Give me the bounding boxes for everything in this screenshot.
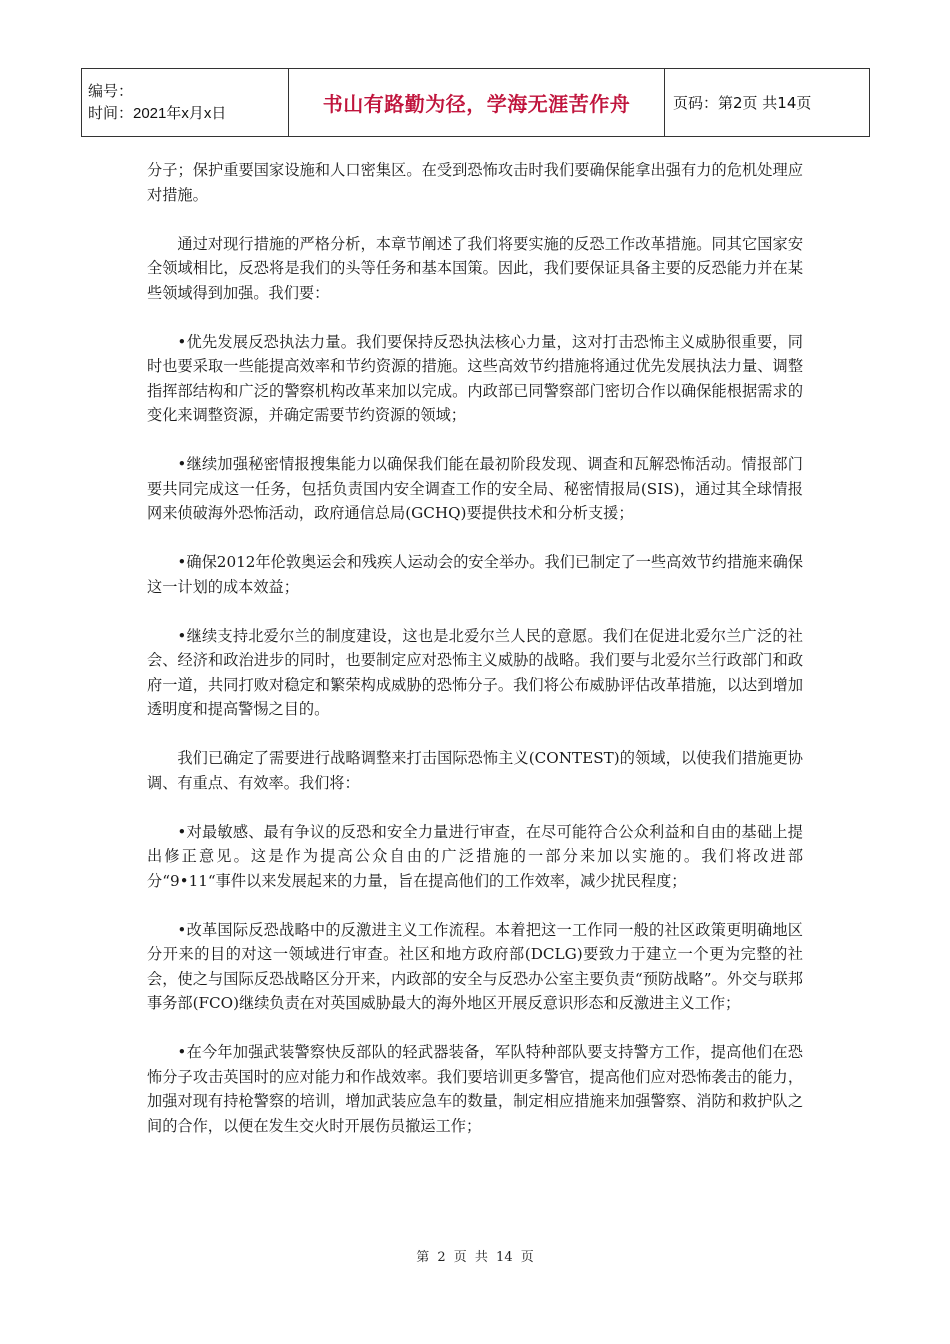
header-meta xyxy=(82,69,289,137)
header-motto: 书山有路勤为径，学海无涯苦作舟 xyxy=(289,69,665,137)
bullet-paragraph: •优先发展反恐执法力量。我们要保持反恐执法核心力量，这对打击恐怖主义威胁很重要，同时也要采取一些能提高效率和节约资源的措施。这些高效节约措施将通过优先发展执法力量、调整指挥部结构和广泛的警察机构改革来加以完成。内政部已同警察部门密切合作以确保能根据需求的变化来调整资源，并确定需要节约资源的领域； xyxy=(147,332,803,424)
document-body xyxy=(147,158,803,1163)
bullet-paragraph: •继续加强秘密情报搜集能力以确保我们能在最初阶段发现、调查和瓦解恐怖活动。情报部门要共同完成这一任务，包括负责国内安全调查工作的安全局、秘密情报局(SIS)，通过其全球情报网来侦破海外恐怖活动，政府通信总局(GCHQ)要提供技术和分析支援； xyxy=(147,455,803,522)
bullet-paragraph: •继续支持北爱尔兰的制度建设，这也是北爱尔兰人民的意愿。我们在促进北爱尔兰广泛的社会、经济和政治进步的同时，也要制定应对恐怖主义威胁的战略。我们要与北爱尔兰行政部门和政府一道，共同打败对稳定和繁荣构成威胁的恐怖分子。我们将公布威胁评估改革措施，以达到增加透明度和提高警惕之目的。 xyxy=(147,626,803,718)
bullet-paragraph: •确保2012年伦敦奥运会和残疾人运动会的安全举办。我们已制定了一些高效节约措施来确保这一计划的成本效益； xyxy=(147,553,803,596)
bullet-paragraph: •改革国际反恐战略中的反激进主义工作流程。本着把这一工作同一般的社区政策更明确地区分开来的目的对这一领域进行审查。社区和地方政府部(DCLG)要致力于建立一个更为完整的社会，使之与国际反恐战略区分开来，内政部的安全与反恐办公室主要负责“预防战略”。外交与联邦事务部(FCO)继续负责在对英国威胁最大的海外地区开展反意识形态和反激进主义工作； xyxy=(147,920,803,1012)
body-paragraph: 分子；保护重要国家设施和人口密集区。在受到恐怖攻击时我们要确保能拿出强有力的危机处理应对措施。 xyxy=(147,161,803,204)
body-paragraph: 我们已确定了需要进行战略调整来打击国际恐怖主义(CONTEST)的领域，以使我们措施更协调、有重点、有效率。我们将： xyxy=(147,749,803,792)
page-footer: 第 2 页 共 14 页 xyxy=(416,1250,534,1265)
document-date: 时间：2021年x月x日 xyxy=(88,104,227,122)
body-paragraph: 通过对现行措施的严格分析，本章节阐述了我们将要实施的反恐工作改革措施。同其它国家安全领域相比，反恐将是我们的头等任务和基本国策。因此，我们要保证具备主要的反恐能力并在某些领域得到加强。我们要： xyxy=(147,234,803,302)
document-number-label: 编号： xyxy=(88,82,134,100)
bullet-paragraph: •在今年加强武装警察快反部队的轻武器装备，军队特种部队要支持警方工作，提高他们在恐怖分子攻击英国时的应对能力和作战效率。我们要培训更多警官，提高他们应对恐怖袭击的能力，加强对现有持枪警察的培训，增加武装应急车的数量，制定相应措施来加强警察、消防和救护队之间的合作，以便在发生交火时开展伤员撤运工作； xyxy=(147,1043,803,1135)
bullet-paragraph: •对最敏感、最有争议的反恐和安全力量进行审查，在尽可能符合公众利益和自由的基础上提出修正意见。这是作为提高公众自由的广泛措施的一部分来加以实施的。我们将改进部分“9•11“事件以来发展起来的力量，旨在提高他们的工作效率，减少扰民程度； xyxy=(147,822,803,890)
header-page-info: 页码：第2页 共14页 xyxy=(665,69,870,137)
page-header xyxy=(81,68,870,137)
